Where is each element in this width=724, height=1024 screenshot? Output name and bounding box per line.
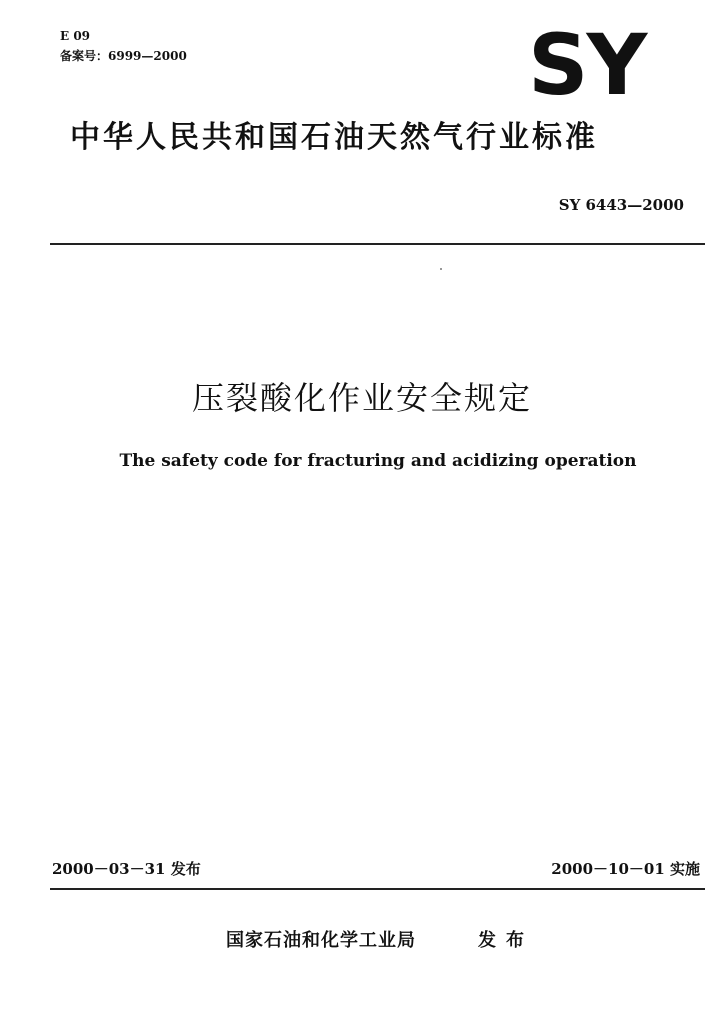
document-title-chinese: 压裂酸化作业安全规定 xyxy=(191,379,532,417)
issuing-authority: 国家石油和化学工业局 xyxy=(226,930,416,951)
scan-speck xyxy=(440,268,442,270)
top-divider xyxy=(50,243,705,245)
standard-number: SY 6443—2000 xyxy=(558,196,684,214)
document-title-english: The safety code for fracturing and acidizing operation xyxy=(119,451,637,471)
bottom-divider xyxy=(50,888,705,890)
implementation-date: 2000－10－01 实施 xyxy=(551,860,700,878)
record-number: 备案号：6999—2000 xyxy=(60,49,187,63)
classification-code: E 09 xyxy=(60,29,91,43)
sy-logo: SY xyxy=(528,16,646,114)
issue-date: 2000－03－31 发布 xyxy=(52,860,201,878)
standard-category-title: 中华人民共和国石油天然气行业标准 xyxy=(70,120,598,155)
issue-label: 发布 xyxy=(478,930,534,951)
